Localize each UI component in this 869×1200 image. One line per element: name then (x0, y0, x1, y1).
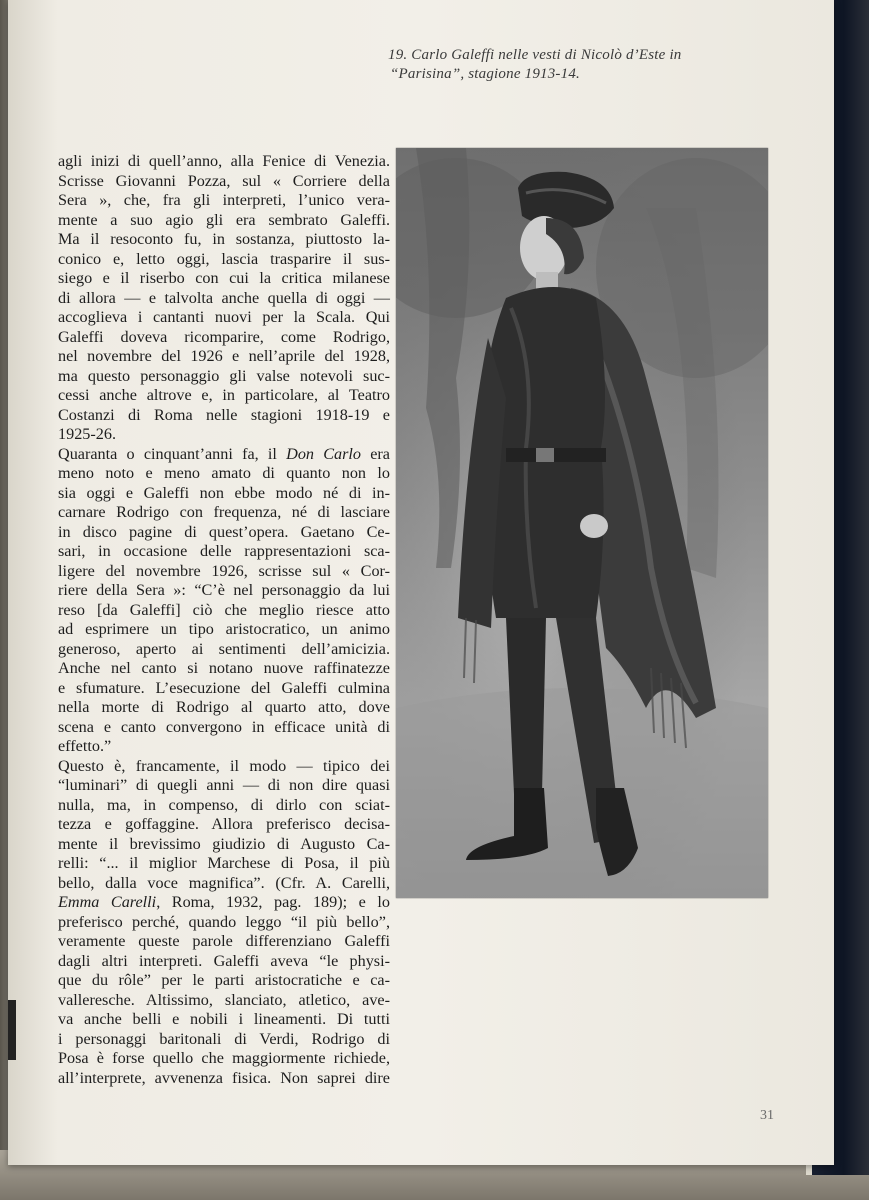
body-line: cessi anche altrove e, in particolare, al Teatro (58, 386, 390, 404)
body-line: di allora — e talvolta anche quella di oggi — (58, 288, 390, 307)
body-line: ligere del novembre 1926, scrisse sul « Cor- (58, 561, 390, 580)
body-line: bello, dalla voce magnifica”. (Cfr. A. Carelli, (58, 873, 390, 892)
caption-line-2: “Parisina”, stagione 1913-14. (390, 66, 580, 82)
body-line: in disco pagine di quest’opera. Gaetano Ce- (58, 522, 390, 541)
caption-line-1: 19. Carlo Galeffi nelle vesti di Nicolò d’Este in (388, 47, 682, 63)
body-line: scena e canto convergono in efficace unità di (58, 717, 390, 736)
body-line: Galeffi doveva ricomparire, come Rodrigo, (58, 327, 390, 346)
body-line: meno noto e meno amato di quanto non lo (58, 464, 390, 482)
body-line: Posa è forse quello che maggiormente richiede, (58, 1049, 390, 1067)
body-line: valleresche. Altissimo, slanciato, atletico, ave- (58, 990, 390, 1009)
body-line: Quaranta o cinquant’anni fa, il Don Carlo era (58, 444, 390, 463)
body-line: veramente queste parole differenziano Galeffi (58, 932, 390, 950)
body-text (58, 152, 390, 1088)
italic-title: Don Carlo (286, 444, 362, 463)
body-line: siego e il riserbo con cui la critica milanese (58, 269, 390, 287)
body-line: ad esprimere un tipo aristocratico, un animo (58, 620, 390, 638)
page-number: 31 (760, 1108, 774, 1123)
body-line: effetto.” (58, 737, 112, 755)
body-line: agli inizi di quell’anno, alla Fenice di Venezia. (58, 152, 390, 170)
body-line: generoso, aperto ai sentimenti dell’amicizia. (58, 639, 390, 658)
body-line: riere della Sera »: “C’è nel personaggio da lui (58, 581, 390, 599)
body-line: i personaggi baritonali di Verdi, Rodrigo di (58, 1029, 390, 1048)
body-line: Scrisse Giovanni Pozza, sul « Corriere della (58, 171, 390, 190)
body-line: Questo è, francamente, il modo — tipico dei (58, 756, 390, 775)
italic-title: Emma Carelli (58, 893, 157, 911)
body-line: carnare Rodrigo con frequenza, né di lasciare (58, 503, 390, 521)
portrait-illustration (396, 148, 768, 898)
body-line: 1925-26. (58, 425, 116, 443)
photo-caption (388, 46, 768, 84)
body-line: tezza e goffaggine. Allora preferisco decisa- (58, 815, 390, 833)
body-line: preferisco perché, quando leggo “il più bello”, (58, 912, 390, 931)
body-line: mente il brevissimo giudizio di Augusto Ca- (58, 834, 390, 853)
body-line: dagli altri interpreti. Galeffi aveva “le physi- (58, 951, 390, 970)
body-line: mente a suo agio gli era sembrato Galeffi. (58, 210, 390, 229)
body-line: va anche belli e nobili i lineamenti. Di tutti (58, 1010, 390, 1028)
body-line: sari, in occasione delle rappresentazioni sca- (58, 542, 390, 560)
body-line: nulla, ma, in compenso, di dirlo con sciat- (58, 795, 390, 814)
body-line: Emma Carelli, Roma, 1932, pag. 189); e lo (58, 893, 391, 911)
body-line: conico e, letto oggi, lascia trasparire il sus- (58, 249, 390, 268)
body-line: nella morte di Rodrigo al quarto atto, dove (58, 698, 390, 716)
body-line: accoglieva i cantanti nuovi per la Scala. Qui (58, 308, 390, 326)
body-line: “luminari” di quegli anni — di non dire quasi (58, 776, 390, 794)
body-line: ma questo personaggio gli valse notevoli suc- (58, 366, 390, 385)
body-line: reso [da Galeffi] ciò che meglio riesce atto (58, 600, 390, 619)
body-line: Sera », che, fra gli interpreti, l’unico vera- (58, 191, 390, 209)
photograph-carlo-galeffi (396, 148, 768, 898)
body-line: Costanzi di Roma nelle stagioni 1918-19 e (58, 405, 390, 424)
body-line: Anche nel canto si notano nuove raffinatezze (58, 659, 390, 677)
body-line: que du rôle” per le parti aristocratiche e ca- (58, 971, 390, 989)
body-line: relli: “... il miglior Marchese di Posa, il più (58, 854, 390, 872)
body-line: all’interprete, avvenenza fisica. Non saprei dire (58, 1068, 390, 1087)
body-line: Ma il resoconto fu, in sostanza, piuttosto la- (58, 230, 390, 248)
body-line: nel novembre del 1926 e nell’aprile del 1928, (58, 347, 390, 365)
body-line: e sfumature. L’esecuzione del Galeffi culmina (58, 678, 390, 697)
left-page-edge (8, 1000, 16, 1060)
body-line: sia oggi e Galeffi non ebbe modo né di in- (58, 483, 390, 502)
